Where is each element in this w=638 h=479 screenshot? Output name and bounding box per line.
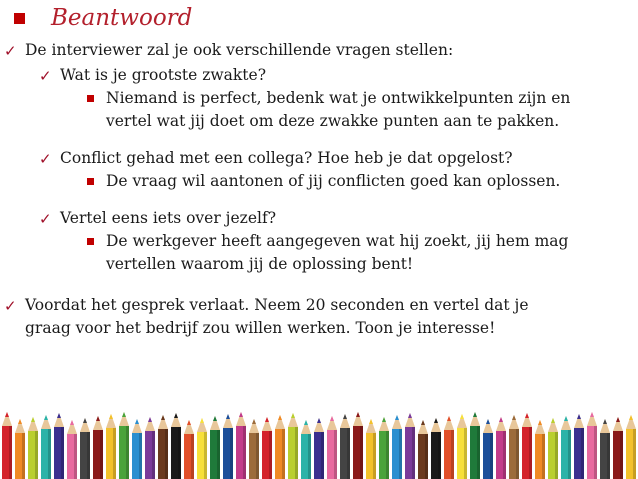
square-bullet-icon — [14, 13, 25, 24]
pencil — [132, 419, 142, 479]
pencil — [249, 419, 259, 479]
pencil — [41, 415, 51, 479]
sub-bullet-text: Conflict gehad met een collega? Hoe heb je dat opgelost? — [60, 149, 513, 167]
slide-title: Beantwoord — [51, 5, 193, 31]
sub-sub-bullet-text: vertellen waarom jij de oplossing bent! — [106, 255, 414, 273]
pencil — [431, 418, 441, 479]
sub-sub-bullet-text: De werkgever heeft aangegeven wat hij zoekt, jij hem mag — [106, 232, 569, 250]
pencil — [171, 413, 181, 479]
checkmark-icon: ✓ — [39, 67, 52, 85]
square-bullet-icon — [87, 95, 94, 102]
pencil — [158, 415, 168, 479]
pencil — [561, 416, 571, 479]
pencil — [574, 414, 584, 479]
pencil — [392, 415, 402, 479]
pencil — [54, 413, 64, 479]
colored-pencils-decoration — [0, 408, 638, 479]
pencil — [353, 412, 363, 479]
pencil — [275, 415, 285, 479]
pencil — [28, 417, 38, 479]
checkmark-icon: ✓ — [4, 297, 17, 315]
sub-bullet-text: Vertel eens iets over jezelf? — [60, 209, 277, 227]
sub-bullet-text: Wat is je grootste zwakte? — [60, 66, 267, 84]
pencil — [236, 412, 246, 479]
pencil — [535, 420, 545, 479]
pencil — [210, 416, 220, 479]
sub-sub-bullet-text: De vraag wil aantonen of jij conflicten goed kan oplossen. — [106, 172, 561, 190]
pencil — [314, 418, 324, 479]
pencil — [405, 413, 415, 479]
pencil — [613, 417, 623, 479]
pencil — [522, 413, 532, 479]
pencil — [106, 414, 116, 479]
checkmark-icon: ✓ — [39, 150, 52, 168]
pencil — [223, 414, 233, 479]
pencil — [366, 419, 376, 479]
checkmark-icon: ✓ — [4, 42, 17, 60]
bullet-text: graag voor het bedrijf zou willen werken. Toon je interesse! — [25, 319, 496, 337]
pencil — [340, 414, 350, 479]
sub-sub-bullet-text: vertel wat jij doet om deze zwakke punten aan te pakken. — [106, 112, 560, 130]
pencil — [418, 420, 428, 479]
pencil — [15, 419, 25, 479]
pencil — [184, 420, 194, 479]
pencil — [548, 418, 558, 479]
pencil — [301, 420, 311, 479]
pencil — [93, 416, 103, 479]
bullet-text: De interviewer zal je ook verschillende vragen stellen: — [25, 41, 454, 59]
pencil — [262, 417, 272, 479]
pencil — [600, 419, 610, 479]
pencil — [587, 412, 597, 479]
pencil — [509, 415, 519, 479]
checkmark-icon: ✓ — [39, 210, 52, 228]
pencil — [444, 416, 454, 479]
pencil — [80, 418, 90, 479]
pencil — [145, 417, 155, 479]
pencil — [119, 412, 129, 479]
pencil — [379, 417, 389, 479]
pencil — [626, 415, 636, 479]
pencil — [470, 412, 480, 479]
pencil — [483, 419, 493, 479]
square-bullet-icon — [87, 178, 94, 185]
pencil — [496, 417, 506, 479]
square-bullet-icon — [87, 238, 94, 245]
sub-sub-bullet-text: Niemand is perfect, bedenk wat je ontwikkelpunten zijn en — [106, 89, 571, 107]
pencil — [197, 418, 207, 479]
pencil — [288, 413, 298, 479]
pencil — [327, 416, 337, 479]
pencil — [67, 420, 77, 479]
bullet-text: Voordat het gesprek verlaat. Neem 20 seconden en vertel dat je — [25, 296, 529, 314]
pencil — [457, 414, 467, 479]
pencil — [2, 412, 12, 479]
title-row — [14, 5, 192, 31]
